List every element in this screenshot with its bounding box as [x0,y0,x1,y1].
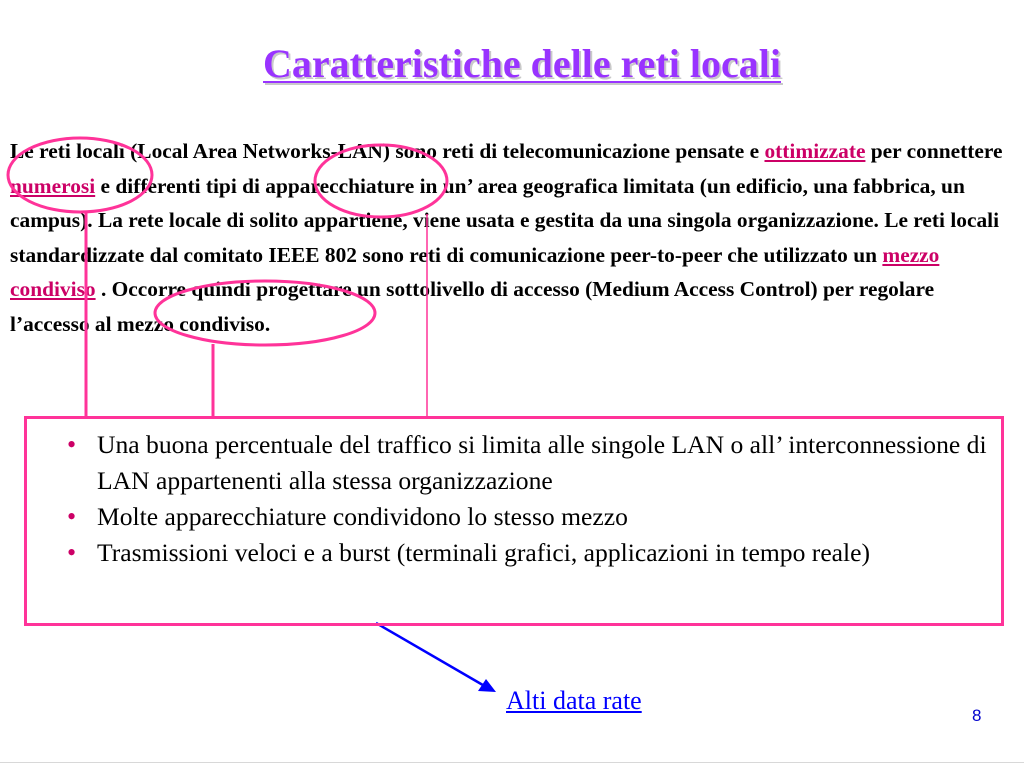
highlight-numerosi: numerosi [10,173,96,198]
bullet-item: • Una buona percentuale del traffico si limita alle singole LAN o all’ interconnessione di LAN appartenenti alla stessa organizzazione [67,427,1017,499]
bullet-dot-icon: • [67,538,77,567]
arrow-line [376,623,488,688]
footer-divider [0,762,1024,763]
bullet-item: • Trasmissioni veloci e a burst (terminali grafici, applicazioni in tempo reale) [67,535,1017,571]
highlight-mezzo-condiviso: mezzo condiviso [10,242,940,302]
link-alti-data-rate[interactable]: Alti data rate [506,686,642,715]
paragraph-text-4: . Occorre quindi progettare un sottolivello di accesso (Medium Access Control) per regolare l’accesso al mezzo condiviso. [10,277,935,336]
arrow-head [478,679,496,692]
ellipse-numerosi [315,145,447,217]
bullet-dot-icon: • [67,502,77,531]
highlight-ottimizzate: ottimizzate [764,139,866,163]
paragraph-text-3: e differenti tipi di apparecchiature in un’ area geografica limitata (un edificio, una fabbrica, un campus). La rete locale di solito appartiene, viene usata e gestita da una singola organizzazione. Le reti locali standardizzate dal comitato IEEE 802 sono reti di comunicazione peer-to-peer che utilizzato un [10,173,1000,267]
bullets-box [24,416,1004,626]
ellipse-mezzo-condiviso [155,281,375,345]
paragraph-text-1: Le reti locali (Local Area Networks-LAN) sono reti di telecomunicazione pensate e [10,139,765,163]
paragraph-text-2: per connettere [865,139,1003,163]
slide-title: Caratteristiche delle reti locali [263,41,781,86]
bullet-item: • Molte apparecchiature condividono lo stesso mezzo [67,499,1017,535]
page-number: 8 [972,706,982,725]
ellipse-ottimizzate [8,138,152,212]
bullet-dot-icon: • [67,430,77,459]
bullet-list [67,427,1017,571]
